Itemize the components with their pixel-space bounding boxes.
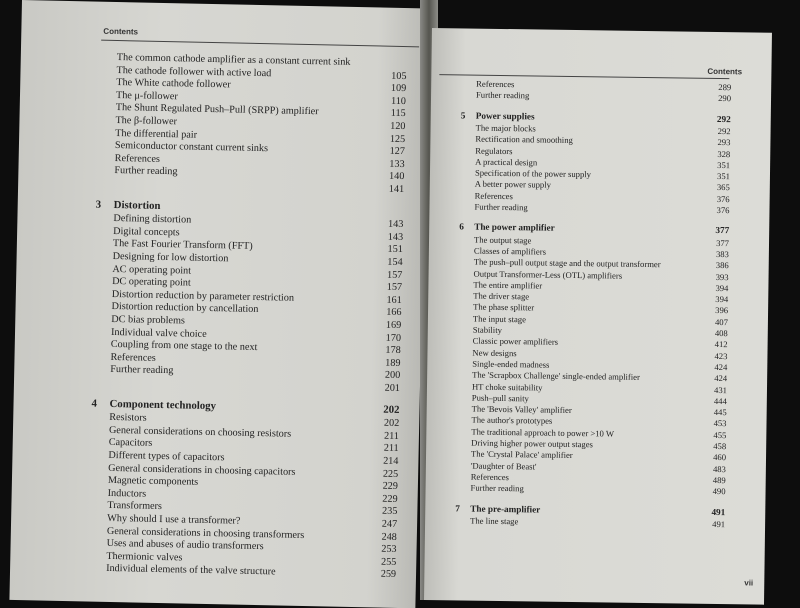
section-title: Specification of the power supply [474,167,592,180]
page-ref: 127 [389,145,406,158]
chapter-number: 4 [91,397,98,410]
page-ref: 214 [383,455,399,467]
page-ref: 386 [715,260,729,271]
section-title: Distortion reduction by parameter restriction [111,288,295,304]
page-ref: 431 [714,384,728,395]
section-title: New designs [472,347,517,358]
page-ref: 157 [386,281,403,294]
page-ref: 229 [382,493,398,505]
section-title: Magnetic components [107,475,199,488]
section-title: Resistors [109,412,147,424]
left-header-rule [101,40,419,48]
section-title: Regulators [475,145,513,156]
section-title: Individual elements of the valve structure [105,563,276,578]
section-title: Defining distortion [113,213,192,226]
page-ref: 115 [390,108,406,120]
page-ref: 351 [716,171,731,182]
page-ref: 229 [382,480,399,493]
section-title: Push–pull sanity [471,392,529,404]
page-ref: 200 [384,370,401,382]
page-ref: 292 [716,113,731,124]
section-title: Coupling from one stage to the next [110,339,258,354]
page-ref: 189 [385,357,401,369]
page-ref: 445 [713,407,727,418]
section-title: Further reading [474,201,528,213]
page-ref: 143 [387,231,404,243]
section-title: The cathode follower with active load [116,64,272,79]
page-ref: 166 [386,307,402,319]
section-title: AC operating point [112,263,192,277]
section-title: Further reading [110,364,174,377]
chapter-number: 6 [459,221,464,232]
page-ref: 290 [718,93,732,104]
page-ref: 396 [715,305,729,316]
page-ref [367,57,407,58]
section-title: DC operating point [112,276,191,289]
section-title: The 'Bevois Valley' amplifier [471,403,572,416]
page-ref: 157 [386,269,403,281]
section-title: Driving higher power output stages [471,437,594,450]
section-title: Designing for low distortion [112,250,229,265]
page-ref: 365 [716,182,730,193]
section-title: General considerations in choosing capacitors [108,462,296,478]
page-ref: 151 [387,244,403,256]
section-title: Different types of capacitors [108,449,225,464]
section-title: Rectification and smoothing [475,133,573,146]
section-title: Thermionic valves [106,550,183,564]
right-page [424,28,772,605]
page-ref: 202 [383,403,400,416]
page-ref: 202 [383,417,400,430]
page-ref: 483 [712,463,726,474]
page-ref: 292 [717,125,731,137]
page-ref: 225 [382,468,399,480]
section-title: References [476,78,515,90]
page-ref: 377 [716,237,730,248]
page-ref: 211 [383,430,400,442]
section-title: Stability [472,324,503,336]
left-running-header: Contents [103,26,139,37]
page-ref: 491 [711,506,726,517]
section-title: Semiconductor constant current sinks [114,140,269,155]
chapter-title: The power amplifier [474,221,555,234]
section-title: The entire amplifier [473,279,543,291]
left-page [9,0,427,608]
section-title: The Fast Fourier Transform (FFT) [112,238,253,253]
section-title: The 'Scrapbox Challenge' single-ended amplifier [472,369,640,383]
page-ref: 453 [713,418,727,429]
page-ref: 154 [387,256,403,269]
section-title: Further reading [114,165,178,178]
page-ref: 110 [390,95,407,107]
section-title: Why should I use a transformer? [107,512,241,527]
section-title: The driver stage [473,290,530,302]
page-ref: 161 [386,294,402,306]
section-title: Inductors [107,487,147,500]
page-ref: 458 [713,440,727,452]
section-title: General considerations in choosing transformers [106,525,305,541]
section-title: DC bias problems [111,313,186,327]
section-title: Further reading [470,482,524,494]
section-title: The push–pull output stage and the output transformer [473,256,661,270]
page-ref: 394 [715,282,729,293]
page-ref: 407 [714,316,728,327]
page-ref: 105 [391,70,407,82]
section-title: The phase splitter [473,301,535,313]
page-ref: 424 [714,373,728,384]
section-title: The input stage [472,313,526,325]
page-ref: 248 [381,531,397,543]
chapter-title: Power supplies [475,110,535,122]
page-ref: 444 [713,395,727,406]
section-title: Output Transformer-Less (OTL) amplifiers [473,268,623,281]
page-ref: 170 [385,332,402,344]
page-ref: 423 [714,350,728,361]
section-title: References [110,351,156,364]
page-ref: 424 [714,361,728,373]
page-ref: 143 [387,218,404,231]
section-title: The differential pair [115,127,198,141]
page-ref: 383 [715,248,729,260]
page-ref: 408 [714,327,728,339]
section-title: Distortion reduction by cancellation [111,301,259,316]
page-ref: 293 [717,137,731,148]
section-title: The common cathode amplifier as a constant current sink [116,51,351,68]
section-title: Digital concepts [113,225,180,239]
page-ref: 489 [712,474,726,486]
section-title: HT choke suitability [471,381,543,393]
page-ref: 491 [712,518,726,529]
chapter-number: 3 [95,198,102,211]
page-ref: 377 [715,225,730,236]
section-title: Uses and abuses of audio transformers [106,538,264,553]
page-ref: 169 [385,319,402,332]
section-title: The β-follower [115,114,178,128]
chapter-title: The pre-amplifier [470,503,541,515]
page-ref: 211 [383,443,399,455]
page-ref: 133 [389,158,405,170]
section-title: Transformers [107,500,163,513]
page-ref: 455 [713,429,727,440]
page-ref: 412 [714,339,728,350]
page-ref: 376 [716,193,730,204]
section-title: The μ-follower [115,89,178,103]
page-ref: 289 [718,82,732,93]
chapter-title: Distortion [113,198,161,212]
page-ref: 253 [381,543,397,556]
page-ref: 393 [715,271,729,282]
section-title: The major blocks [475,122,536,134]
page-ref: 351 [717,159,731,170]
section-title: A practical design [475,156,538,168]
section-title: The White cathode follower [116,77,231,91]
section-title: A better power supply [474,179,552,191]
page-ref: 259 [380,569,397,581]
page-ref: 140 [388,171,405,183]
section-title: Classic power amplifiers [472,335,559,348]
section-title: References [474,190,513,201]
section-title: General considerations on choosing resistors [108,424,292,440]
page-ref: 247 [381,518,398,530]
page-ref: 125 [389,133,406,145]
section-title: The 'Crystal Palace' amplifier [470,448,573,461]
page-ref: 490 [712,486,726,497]
section-title: References [114,152,161,165]
section-title: Individual valve choice [110,326,207,340]
section-title: The output stage [473,234,532,246]
section-title: The Shunt Regulated Push–Pull (SRPP) amplifier [115,102,319,118]
page-ref: 109 [390,82,407,95]
chapter-title: Component technology [109,397,217,412]
chapter-number: 5 [460,110,466,121]
section-title: The line stage [470,515,519,527]
page-ref [364,204,404,205]
page-ref: 394 [715,294,729,305]
section-title: Single-ended madness [472,358,550,370]
chapter-number: 7 [455,502,460,513]
section-title: The author's prototypes [471,414,553,427]
right-running-header: Contents [707,66,743,77]
section-title: Classes of amplifiers [473,245,547,257]
section-title: Capacitors [108,437,153,450]
page-ref: 235 [381,506,398,518]
page-ref: 328 [717,148,731,159]
page-ref: 141 [388,183,405,196]
section-title: 'Daughter of Beast' [470,460,537,472]
page-ref: 120 [390,120,406,133]
page-ref: 460 [713,452,727,463]
page-ref: 201 [384,382,401,394]
section-title: Further reading [476,89,530,101]
section-title: References [470,471,509,483]
section-title: The traditional approach to power >10 W [471,426,615,439]
page-ref: 255 [380,556,397,568]
page-number: vii [744,578,754,588]
page-ref: 178 [385,344,401,357]
page-ref: 376 [716,204,730,216]
